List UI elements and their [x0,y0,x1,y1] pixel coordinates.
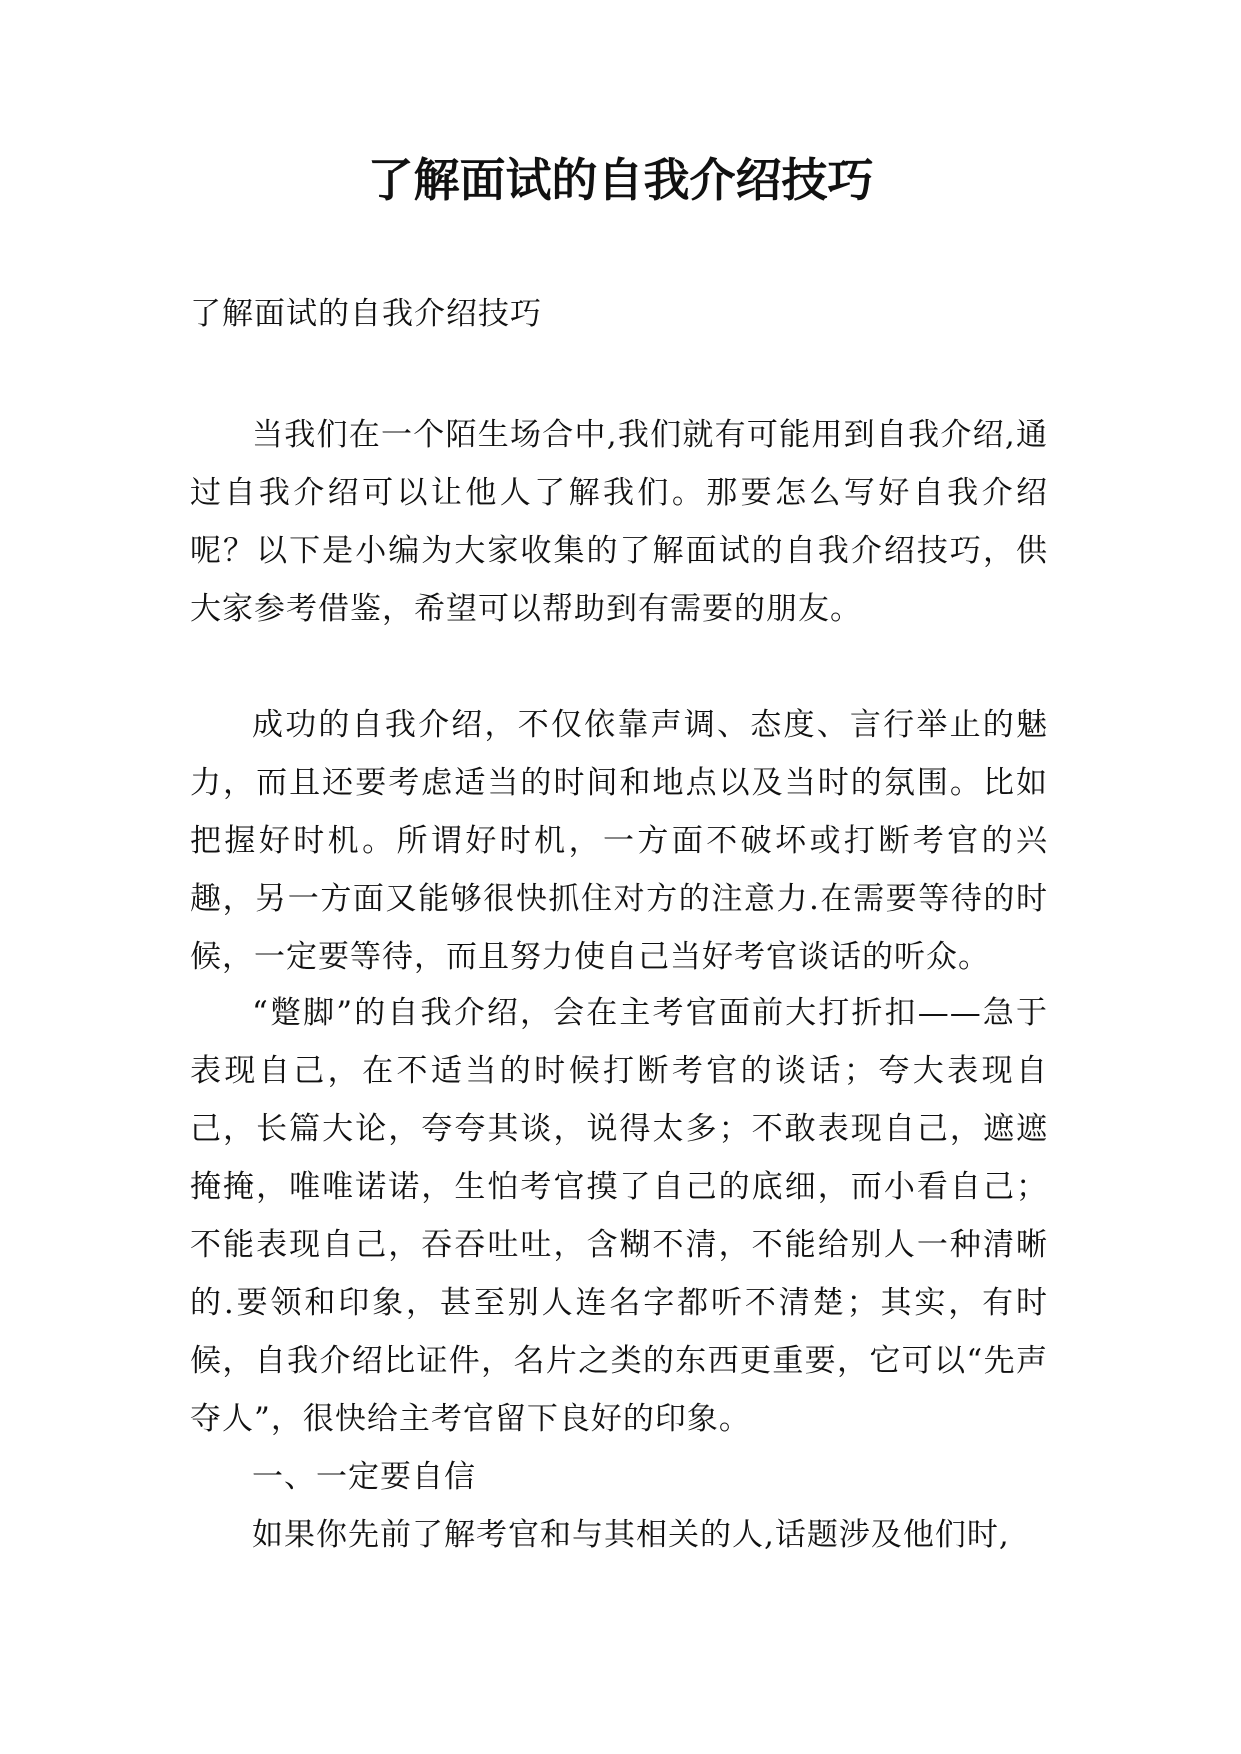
paragraph-success: 成功的自我介绍，不仅依靠声调、态度、言行举止的魅力，而且还要考虑适当的时间和地点以及当时的氛围。比如把握好时机。所谓好时机，一方面不破坏或打断考官的兴趣，另一方面又能够很快抓住对方的注意力.在需要等待的时候，一定要等待，而且努力使自己当好考官谈话的听众。 [190,707,1048,975]
page-title: 了解面试的自我介绍技巧 [367,153,874,207]
section-heading-confidence: 一、一定要自信 [252,1459,476,1495]
paragraph-confidence: 如果你先前了解考官和与其相关的人,话题涉及他们时, [252,1517,1010,1553]
paragraph-poor-introduction: “蹩脚”的自我介绍，会在主考官面前大打折扣——急于表现自己，在不适当的时候打断考官的谈话；夸大表现自己，长篇大论，夸夸其谈，说得太多；不敢表现自己，遮遮掩掩，唯唯诺诺，生怕考官摸了自己的底细，而小看自己；不能表现自己，吞吞吐吐，含糊不清，不能给别人一种清晰的.要领和印象，甚至别人连名字都听不清楚；其实，有时候，自我介绍比证件，名片之类的东西更重要，它可以“先声夺人”，很快给主考官留下良好的印象。 [190,995,1048,1437]
paragraph-intro: 当我们在一个陌生场合中,我们就有可能用到自我介绍,通过自我介绍可以让他人了解我们。那要怎么写好自我介绍呢？以下是小编为大家收集的了解面试的自我介绍技巧，供大家参考借鉴，希望可以帮助到有需要的朋友。 [190,417,1048,627]
document-subtitle: 了解面试的自我介绍技巧 [190,296,542,332]
